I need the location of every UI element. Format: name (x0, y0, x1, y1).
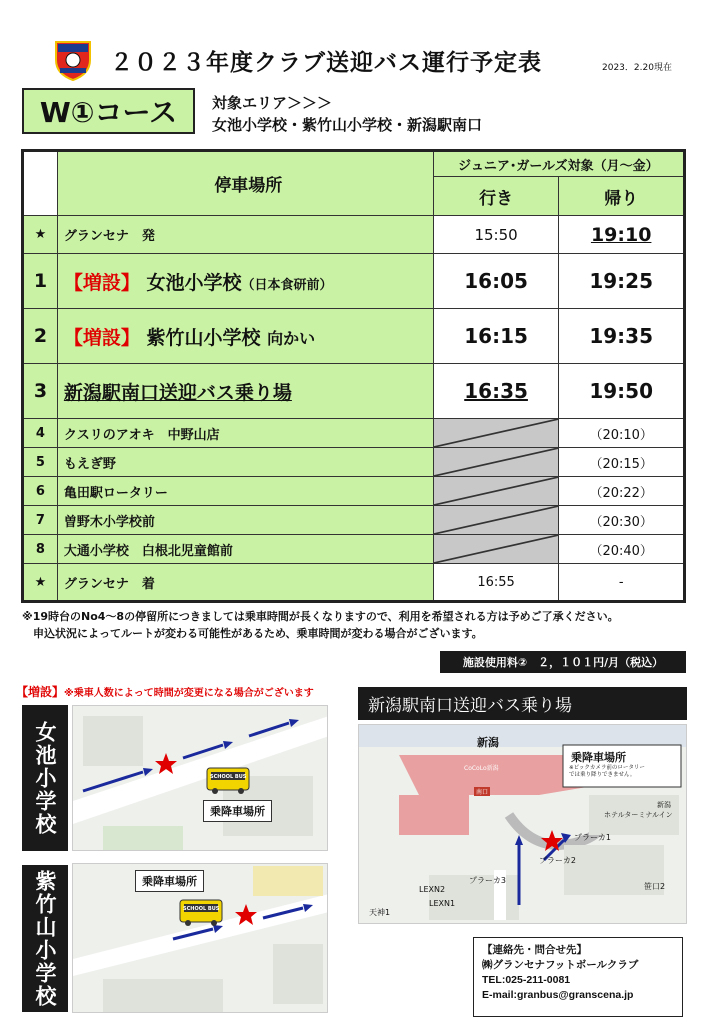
boarding-point-label: 乗降車場所 (135, 870, 204, 892)
stop-sub: 向かい (267, 328, 316, 348)
added-tag: 【増設】 (16, 685, 65, 699)
row-stop (57, 309, 433, 364)
row-back-time: 19:35 (559, 309, 685, 364)
place-label: 南口 (476, 789, 489, 796)
row-stop: 新潟駅南口送迎バス乗り場 (57, 364, 433, 419)
table-row (23, 506, 685, 535)
header-stop: 停車場所 (57, 151, 433, 216)
shichikuyama-school-label: 紫竹山小学校 (22, 865, 68, 1012)
note-line-2: 申込状況によってルートが変わる可能性があるため、乗車時間が変わる場合がございます。 (22, 627, 483, 640)
notes (22, 608, 619, 642)
row-stop: 曽野木小学校前 (57, 506, 433, 535)
place-label: プラーカ2 (539, 856, 576, 865)
contact-email[interactable]: E-mail:granbus@granscena.jp (482, 989, 634, 1001)
row-go-time: 16:15 (433, 309, 559, 364)
row-number: 1 (23, 254, 58, 309)
row-back-time: 19:25 (559, 254, 685, 309)
place-label: 天神1 (369, 908, 391, 917)
row-number: 6 (23, 477, 58, 506)
row-stop: もえぎ野 (57, 448, 433, 477)
row-back-time: （20:40） (559, 535, 685, 564)
niigata-station-map (358, 724, 687, 924)
row-go-none (433, 535, 559, 564)
row-back-time: （20:22） (559, 477, 685, 506)
place-label: LEXN1 (429, 899, 456, 908)
place-label: プラーカ1 (574, 833, 611, 842)
area-list: 女池小学校・紫竹山小学校・新潟駅南口 (212, 116, 483, 134)
table-row (23, 448, 685, 477)
row-go-none (433, 477, 559, 506)
facility-fee: 施設使用料② ２，１０１円/月（税込） (440, 651, 686, 673)
table-row (23, 477, 685, 506)
schedule-table (21, 149, 686, 603)
table-row (23, 535, 685, 564)
table-row (23, 309, 685, 364)
stop-sub: （日本食研前） (241, 277, 333, 293)
row-stop: クスリのアオキ 中野山店 (57, 419, 433, 448)
row-back-time: 19:50 (559, 364, 685, 419)
boarding-note (569, 765, 645, 779)
row-back-time: - (559, 564, 685, 602)
table-row (23, 564, 685, 602)
place-label: LEXN2 (419, 885, 446, 894)
niigata-station-header: 新潟駅南口送迎バス乗り場 (358, 687, 687, 720)
boarding-note-line-2: では乗り降りできません。 (569, 772, 636, 778)
note-line-1: ※19時台のNo4～8の停留所につきましては乗車時間が長くなりますので、利用を希望される方は予めご了承ください。 (22, 610, 619, 623)
contact-box (473, 937, 683, 1017)
row-back-time: （20:15） (559, 448, 685, 477)
place-label: プラーカ3 (469, 876, 506, 885)
as-of-date: 2023．2.20現在 (602, 63, 672, 73)
shichikuyama-map (72, 863, 328, 1013)
row-number: 2 (23, 309, 58, 364)
contact-heading: 【連絡先・問合せ先】 (482, 944, 587, 956)
row-stop: 亀田駅ロータリー (57, 477, 433, 506)
table-row (23, 216, 685, 254)
row-back-time: 19:10 (559, 216, 685, 254)
course-name: W①コース (22, 88, 195, 134)
row-go-none (433, 448, 559, 477)
page-title: ２０２３年度クラブ送迎バス運行予定表 (110, 50, 542, 76)
row-stop (57, 254, 433, 309)
row-number: 7 (23, 506, 58, 535)
row-number: 8 (23, 535, 58, 564)
header-back: 帰り (559, 177, 685, 216)
meike-map (72, 705, 328, 851)
row-stop: グランセナ 着 (57, 564, 433, 602)
place-label: 笹口2 (644, 882, 666, 891)
row-stop: 大通小学校 白根北児童館前 (57, 535, 433, 564)
row-back-time: （20:10） (559, 419, 685, 448)
table-row (23, 419, 685, 448)
stop-name: 女池小学校 (146, 271, 242, 294)
area-label: 対象エリア＞＞＞ (212, 94, 333, 112)
header-target: ジュニア･ガールズ対象（月～金） (433, 151, 684, 177)
row-stop: グランセナ 発 (57, 216, 433, 254)
row-go-time: 15:50 (433, 216, 559, 254)
row-number: 3 (23, 364, 58, 419)
header-go: 行き (433, 177, 559, 216)
boarding-point-label: 乗降車場所 (203, 800, 272, 822)
bus-sign: SCHOOL BUS (210, 774, 247, 780)
row-number: ★ (23, 216, 58, 254)
added-tag: 【増設】 (63, 271, 140, 294)
table-row (23, 254, 685, 309)
row-number: 4 (23, 419, 58, 448)
target-area (212, 92, 482, 136)
row-back-time: （20:30） (559, 506, 685, 535)
row-number: 5 (23, 448, 58, 477)
stop-name: 紫竹山小学校 (146, 326, 261, 349)
station-label: 新潟 (477, 736, 499, 749)
row-number: ★ (23, 564, 58, 602)
place-label: 新潟 (657, 801, 671, 809)
added-note-text: ※乗車人数によって時間が変更になる場合がございます (64, 688, 314, 699)
added-tag: 【増設】 (63, 326, 140, 349)
place-label: CoCoLo新潟 (464, 765, 499, 772)
row-go-time: 16:35 (433, 364, 559, 419)
meike-school-label: 女池小学校 (22, 705, 68, 851)
table-row (23, 364, 685, 419)
contact-org: ㈱グランセナフットボールクラブ (482, 959, 639, 971)
place-label: ホテルターミナルイン (604, 811, 673, 819)
header-number (23, 151, 58, 216)
club-emblem-icon (52, 38, 94, 82)
bus-sign: SCHOOL BUS (183, 906, 220, 912)
boarding-note-line-1: ※ビックカメラ前のロータリー (569, 765, 645, 771)
row-go-none (433, 419, 559, 448)
contact-tel[interactable]: TEL:025-211-0081 (482, 974, 571, 986)
added-stop-note (16, 683, 314, 700)
boarding-point-label: 乗降車場所 (571, 751, 626, 764)
row-go-none (433, 506, 559, 535)
row-go-time: 16:05 (433, 254, 559, 309)
row-go-time: 16:55 (433, 564, 559, 602)
